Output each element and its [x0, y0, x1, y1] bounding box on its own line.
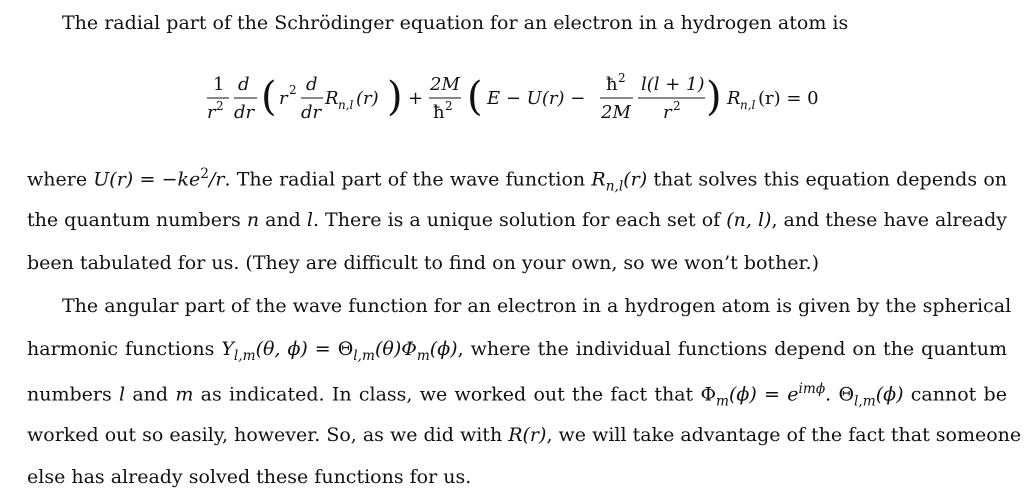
math-subscript: m: [716, 393, 729, 410]
para3-line3: [27, 381, 1007, 409]
math-arg: (r): [623, 168, 648, 191]
frac2-den: dr: [301, 102, 322, 123]
math-exponent: imϕ: [798, 381, 826, 397]
r-term: r: [279, 88, 288, 109]
math-subscript: m: [416, 347, 430, 364]
R-nl: R: [325, 88, 339, 109]
text-segment: harmonic functions: [27, 338, 222, 360]
text-segment: and: [125, 383, 176, 406]
plus-sign: +: [408, 88, 424, 109]
text-segment: the quantum numbers: [27, 209, 247, 231]
intro-line: [62, 12, 848, 34]
math-exponent: 2: [200, 166, 209, 182]
text-segment: as indicated. In class, we worked out the fact that: [193, 383, 701, 406]
math-phi: Φ: [700, 383, 717, 406]
frac3-den: ħ: [433, 102, 445, 123]
frac1-den-exp: 2: [216, 99, 224, 113]
para3-line4: [27, 424, 1022, 446]
frac2-num: d: [306, 74, 318, 95]
math-over-r: /r: [208, 168, 225, 191]
text-segment: , we will take advantage of the fact that someone: [546, 424, 1022, 446]
frac1-den: r: [207, 102, 216, 123]
math-subscript: l,m: [353, 347, 375, 364]
text-segment: . The radial part of the wave function: [224, 168, 592, 191]
frac5-num: l(l + 1): [641, 74, 705, 95]
frac3-den-exp: 2: [445, 99, 453, 113]
R-nl-2: R: [727, 88, 741, 109]
text-segment: , and these have already: [771, 209, 1007, 231]
math-theta: = Θ: [307, 338, 354, 360]
R-nl-sub: n,l: [338, 98, 354, 112]
frac4-num: ħ: [606, 74, 618, 95]
para3-line1: [62, 295, 1012, 317]
math-arg: (ϕ): [429, 338, 458, 360]
R-nl-2-tail: (r) = 0: [758, 88, 819, 109]
math-potential: U(r) = −ke: [93, 168, 201, 191]
text-segment: , where the individual functions depend on the quantum: [457, 338, 1008, 360]
R-nl-arg: (r): [356, 88, 379, 109]
math-expression: (ϕ) = e: [729, 383, 799, 406]
para2-line1: [27, 166, 1007, 194]
frac5-den: r: [663, 102, 672, 123]
math-arg: (θ)Φ: [374, 338, 417, 360]
para2-line2: [27, 209, 1007, 231]
text-segment: .: [825, 383, 839, 406]
math-arg: (θ, ϕ): [255, 338, 308, 360]
math-subscript: l,m: [854, 393, 876, 410]
text-segment: cannot be: [903, 383, 1007, 406]
frac1-num: 1: [213, 74, 225, 95]
left-paren: (: [261, 74, 277, 120]
r-term-exp: 2: [289, 83, 297, 97]
equation-svg: [205, 66, 845, 136]
frac1b-num: d: [238, 74, 250, 95]
para2-line3: [27, 252, 819, 274]
energy-term: E − U(r) −: [487, 88, 586, 109]
math-m: m: [175, 383, 194, 406]
frac3-num: 2M: [430, 74, 460, 95]
text-segment: . There is a unique solution for each set of: [312, 209, 727, 231]
math-n: n: [246, 209, 260, 231]
math-theta: Θ: [838, 383, 855, 406]
frac5-den-exp: 2: [673, 99, 681, 113]
left-paren-2: (: [467, 74, 483, 120]
text-segment: been tabulated for us. (They are difficult to find on your own, so we won’t bother.): [27, 252, 819, 274]
math-Y: Y: [221, 338, 234, 360]
para3-line5: [27, 466, 471, 488]
math-subscript: n,l: [605, 178, 624, 195]
text-segment: where: [27, 168, 94, 191]
radial-equation: [0, 66, 1024, 136]
math-subscript: l,m: [233, 347, 256, 364]
math-R-of-r: R(r): [508, 424, 547, 446]
frac1b-den: dr: [234, 102, 255, 123]
math-nl-pair: (n, l): [726, 209, 772, 231]
frac4-num-exp: 2: [618, 71, 626, 85]
intro-text: The radial part of the Schrödinger equation for an electron in a hydrogen atom is: [62, 12, 849, 34]
right-paren: ): [387, 74, 403, 120]
para3-line2: [27, 338, 1007, 364]
math-l: l: [306, 209, 313, 231]
text-segment: else has already solved these functions for us.: [27, 466, 472, 488]
math-R: R: [591, 168, 606, 191]
text-segment: that solves this equation depends on: [647, 168, 1007, 191]
text-segment: The angular part of the wave function for an electron in a hydrogen atom is given by the spherical: [62, 295, 1012, 317]
text-segment: numbers: [27, 383, 119, 406]
R-nl-2-sub: n,l: [740, 98, 756, 112]
text-segment: worked out so easily, however. So, as we did with: [27, 424, 509, 446]
frac4-den: 2M: [601, 102, 631, 123]
right-paren-2: ): [706, 74, 722, 120]
math-l: l: [119, 383, 126, 406]
text-segment: and: [259, 209, 307, 231]
math-arg: (ϕ): [875, 383, 904, 406]
